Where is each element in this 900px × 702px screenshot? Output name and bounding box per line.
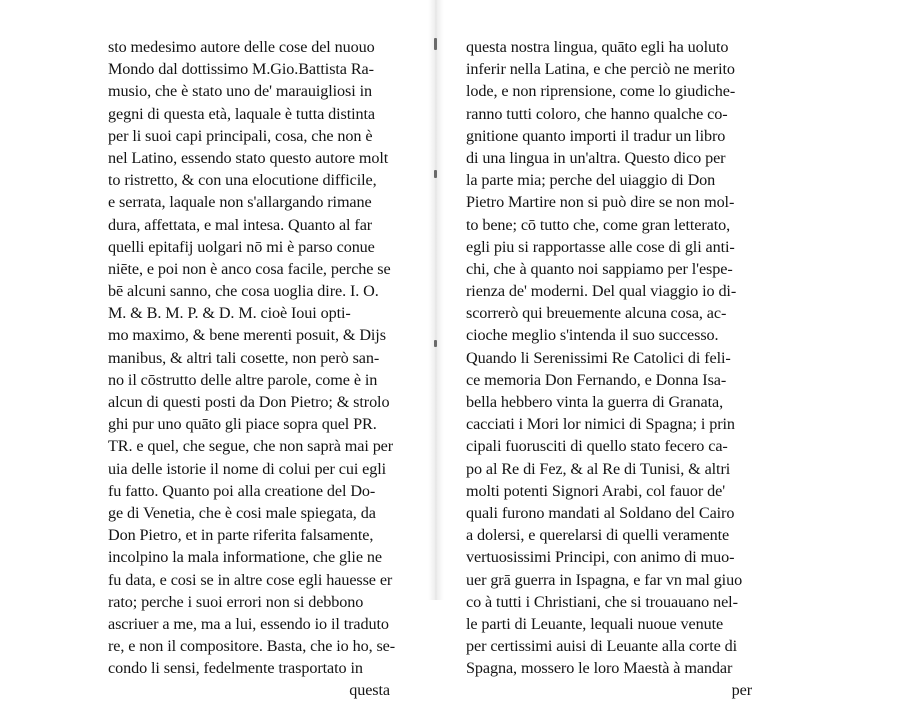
left-line: re, e non il compositore. Basta, che io ho, se- xyxy=(108,637,396,656)
right-line: per certissimi auisi di Leuante alla corte di xyxy=(466,637,738,656)
right-line: di una lingua in un'altra. Questo dico per xyxy=(466,148,726,167)
gutter-mark xyxy=(434,340,437,347)
gutter-mark xyxy=(434,38,437,50)
right-line: lode, e non riprensione, come lo giudiche- xyxy=(466,82,736,101)
right-line: la parte mia; perche del uiaggio di Don xyxy=(466,171,716,190)
right-line: Pietro Martire non si può dire se non mol- xyxy=(466,193,735,212)
left-line: alcun di questi posti da Don Pietro; & strolo xyxy=(108,393,390,411)
right-line: uer grā guerra in Ispagna, e far vn mal giuo xyxy=(466,570,743,589)
right-line: a dolersi, e querelarsi di quelli veramente xyxy=(466,526,730,545)
right-line: rienza de' moderni. Del qual viaggio io di- xyxy=(466,282,737,301)
left-catchword: questa xyxy=(349,681,390,700)
right-line: Quando li Serenissimi Re Catolici di feli- xyxy=(466,348,731,367)
right-catchword: per xyxy=(731,681,752,700)
left-line: fu data, e cosi se in altre cose egli hauesse er xyxy=(108,570,393,589)
right-line: po al Re di Fez, & al Re di Tunisi, & altri xyxy=(466,459,731,478)
right-line: gnitione quanto importi il tradur un libro xyxy=(466,126,726,145)
left-line: ge di Venetia, che è cosi male spiegata, da xyxy=(108,503,376,522)
right-line: scorrerò qui breuemente alcuna cosa, ac- xyxy=(466,304,727,323)
left-line: quelli epitafij uolgari nō mi è parso conue xyxy=(108,237,375,256)
right-line: quali furono mandati al Soldano del Cairo xyxy=(466,503,735,522)
left-line: mo maximo, & bene merenti posuit, & Dijs xyxy=(108,326,386,345)
left-line: nel Latino, essendo stato questo autore molt xyxy=(108,148,389,167)
left-line: uia delle istorie il nome di colui per cui egli xyxy=(108,459,387,478)
left-line: e serrata, laquale non s'allargando rimane xyxy=(108,193,372,212)
left-line: no il cōstrutto delle altre parole, come è in xyxy=(108,370,378,389)
left-line: Mondo dal dottissimo M.Gio.Battista Ra- xyxy=(108,60,374,79)
right-line: cacciati i Mori lor nimici di Spagna; i prin xyxy=(466,415,735,434)
right-line: cipali fuorusciti di quello stato fecero ca- xyxy=(466,437,728,456)
left-line: to ristretto, & con una elocutione difficile, xyxy=(108,171,377,190)
left-line: Don Pietro, et in parte riferita falsamente, xyxy=(108,526,374,545)
right-line: to bene; cō tutto che, come gran letterato, xyxy=(466,215,731,234)
right-line: ce memoria Don Fernando, e Donna Isa- xyxy=(466,370,727,389)
left-line: condo li sensi, fedelmente trasportato in xyxy=(108,659,363,678)
right-line: Spagna, mossero le loro Maestà à mandar xyxy=(466,659,733,678)
left-line: M. & B. M. P. & D. M. cioè Ioui opti- xyxy=(108,304,351,323)
right-line: vertuosissimi Principi, con animo di muo- xyxy=(466,548,735,567)
left-line: niēte, e poi non è anco cosa facile, perche se xyxy=(108,259,391,278)
right-page xyxy=(466,36,766,702)
right-line: co à tutti i Christiani, che si trouauano nel- xyxy=(466,592,738,611)
right-line: cioche meglio s'intenda il suo successo. xyxy=(466,326,719,345)
left-line: bē alcuni sanno, che cosa uoglia dire. I. O. xyxy=(108,282,379,301)
right-line: questa nostra lingua, quāto egli ha uoluto xyxy=(466,38,729,56)
left-line: sto medesimo autore delle cose del nuouo xyxy=(108,38,375,56)
left-line: incolpino la mala informatione, che glie ne xyxy=(108,548,382,567)
left-line: ascriuer a me, ma a lui, essendo io il traduto xyxy=(108,614,389,633)
left-line: per li suoi capi principali, cosa, che non è xyxy=(108,126,373,145)
gutter-mark xyxy=(434,170,437,178)
right-line: bella hebbero vinta la guerra di Granata, xyxy=(466,393,724,411)
left-page xyxy=(108,36,398,702)
left-line: dura, affettata, e mal intesa. Quanto al far xyxy=(108,215,373,234)
right-line: ranno tutti coloro, che hanno qualche co- xyxy=(466,104,728,123)
left-line: musio, che è stato uno de' marauigliosi in xyxy=(108,82,372,101)
right-line: chi, che à quanto noi sappiamo per l'espe- xyxy=(466,259,733,278)
right-line: le parti di Leuante, lequali nuoue venute xyxy=(466,614,724,633)
right-line: egli piu si rapportasse alle cose di gli anti- xyxy=(466,237,735,256)
left-line: manibus, & altri tali cosette, non però san- xyxy=(108,348,380,367)
right-line: inferir nella Latina, e che perciò ne merito xyxy=(466,60,735,79)
left-line: fu fatto. Quanto poi alla creatione del Do- xyxy=(108,481,376,500)
book-gutter xyxy=(428,0,444,600)
left-line: ghi pur uno quāto gli piace sopra quel PR. xyxy=(108,415,377,434)
left-line: gegni di questa età, laquale è tutta distinta xyxy=(108,104,376,123)
right-line: molti potenti Signori Arabi, col fauor de' xyxy=(466,481,726,500)
left-line: TR. e quel, che segue, che non saprà mai per xyxy=(108,437,394,456)
left-line: rato; perche i suoi errori non si debbono xyxy=(108,592,364,611)
